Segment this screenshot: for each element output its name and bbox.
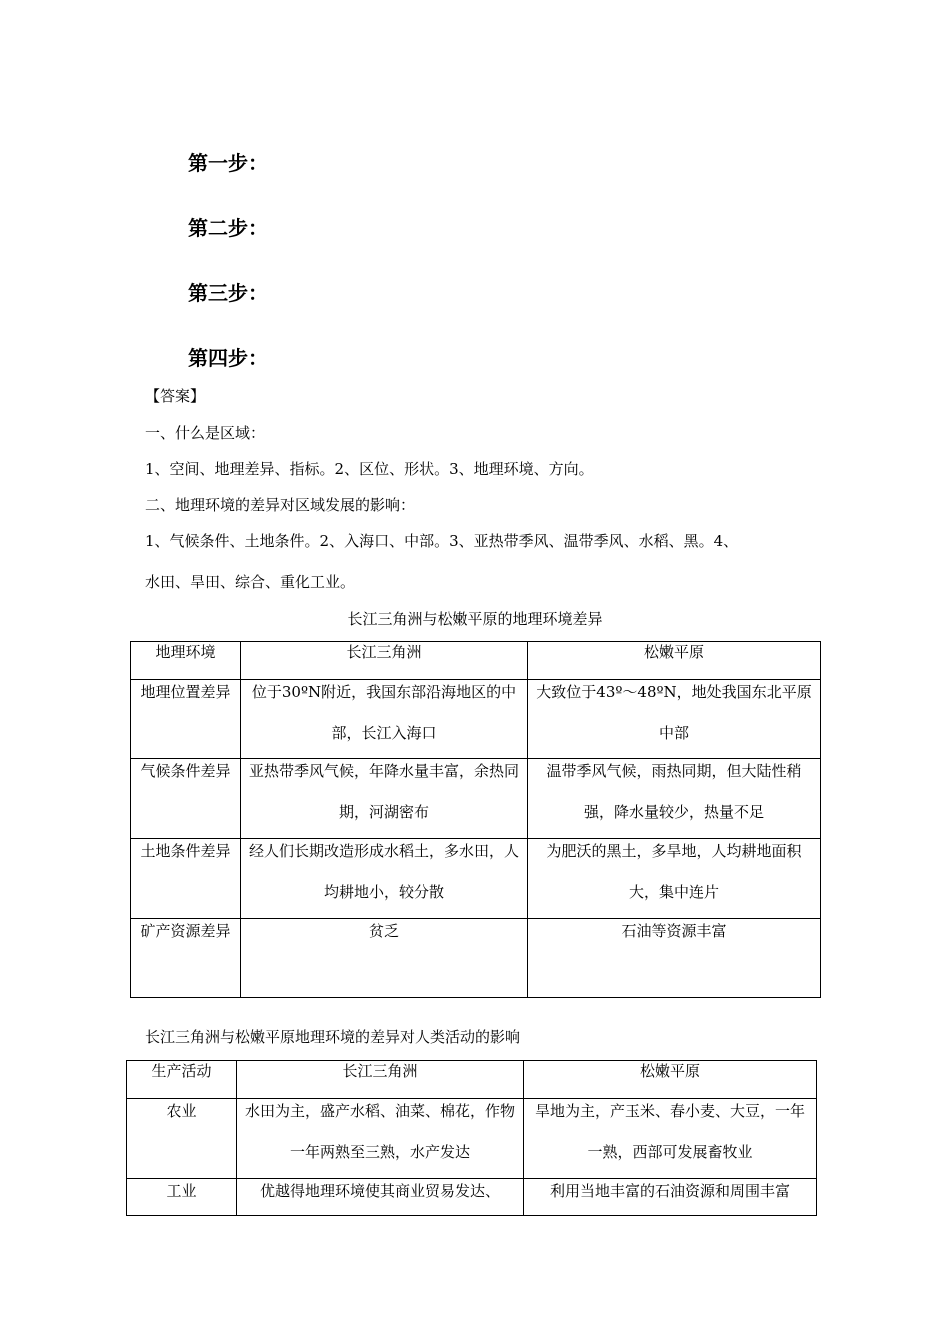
cell-yangtze: 经人们长期改造形成水稻土，多水田，人均耕地小，较分散 — [241, 839, 528, 919]
section-2-line-1: 1、气候条件、土地条件。2、入海口、中部。3、亚热带季风、温带季风、水稻、黑。4、 — [145, 532, 739, 550]
table-2-header-cell: 长江三角洲 — [237, 1061, 524, 1099]
cell-yangtze: 位于30ºN附近，我国东部沿海地区的中部，长江入海口 — [241, 680, 528, 759]
table-row — [131, 680, 821, 759]
table-2-header-cell: 生产活动 — [127, 1061, 237, 1099]
step-3-label: 第三步： — [188, 281, 268, 305]
table-1-header-cell: 长江三角洲 — [241, 642, 528, 680]
table-row — [127, 1179, 817, 1216]
table-1-header-cell: 松嫩平原 — [528, 642, 821, 680]
cell-yangtze: 优越得地理环境使其商业贸易发达、 — [237, 1179, 524, 1216]
table-1 — [130, 641, 821, 998]
row-label: 工业 — [127, 1179, 237, 1216]
table-1-header-row — [131, 642, 821, 680]
row-label: 土地条件差异 — [131, 839, 241, 919]
section-2-line-2: 水田、旱田、综合、重化工业。 — [145, 573, 356, 591]
table-row — [131, 759, 821, 839]
row-label: 地理位置差异 — [131, 680, 241, 759]
section-2-title: 二、地理环境的差异对区域发展的影响： — [145, 496, 416, 514]
cell-songnen: 为肥沃的黑土，多旱地，人均耕地面积大，集中连片 — [528, 839, 821, 919]
row-label: 农业 — [127, 1099, 237, 1179]
table-1-caption: 长江三角洲与松嫩平原的地理环境差异 — [347, 610, 603, 628]
section-1-body: 1、空间、地理差异、指标。2、区位、形状。3、地理环境、方向。 — [145, 460, 594, 478]
table-row — [131, 919, 821, 998]
table-2-caption: 长江三角洲与松嫩平原地理环境的差异对人类活动的影响 — [145, 1028, 521, 1046]
step-1-label: 第一步： — [188, 151, 268, 175]
table-2-header-row — [127, 1061, 817, 1099]
row-label: 矿产资源差异 — [131, 919, 241, 998]
cell-songnen: 温带季风气候，雨热同期，但大陆性稍强，降水量较少，热量不足 — [528, 759, 821, 839]
section-1-title: 一、什么是区域： — [145, 424, 266, 442]
step-4-label: 第四步： — [188, 346, 268, 370]
table-2 — [126, 1060, 817, 1216]
step-2-label: 第二步： — [188, 216, 268, 240]
answer-heading: 【答案】 — [145, 387, 206, 405]
table-1-header-cell: 地理环境 — [131, 642, 241, 680]
table-row — [127, 1099, 817, 1179]
cell-songnen: 石油等资源丰富 — [528, 919, 821, 998]
cell-songnen: 旱地为主，产玉米、春小麦、大豆，一年一熟，西部可发展畜牧业 — [524, 1099, 817, 1179]
cell-yangtze: 贫乏 — [241, 919, 528, 998]
cell-songnen: 大致位于43º～48ºN，地处我国东北平原中部 — [528, 680, 821, 759]
cell-yangtze: 水田为主，盛产水稻、油菜、棉花，作物一年两熟至三熟，水产发达 — [237, 1099, 524, 1179]
table-row — [131, 839, 821, 919]
cell-yangtze: 亚热带季风气候，年降水量丰富，余热同期，河湖密布 — [241, 759, 528, 839]
cell-songnen: 利用当地丰富的石油资源和周围丰富 — [524, 1179, 817, 1216]
row-label: 气候条件差异 — [131, 759, 241, 839]
table-2-header-cell: 松嫩平原 — [524, 1061, 817, 1099]
